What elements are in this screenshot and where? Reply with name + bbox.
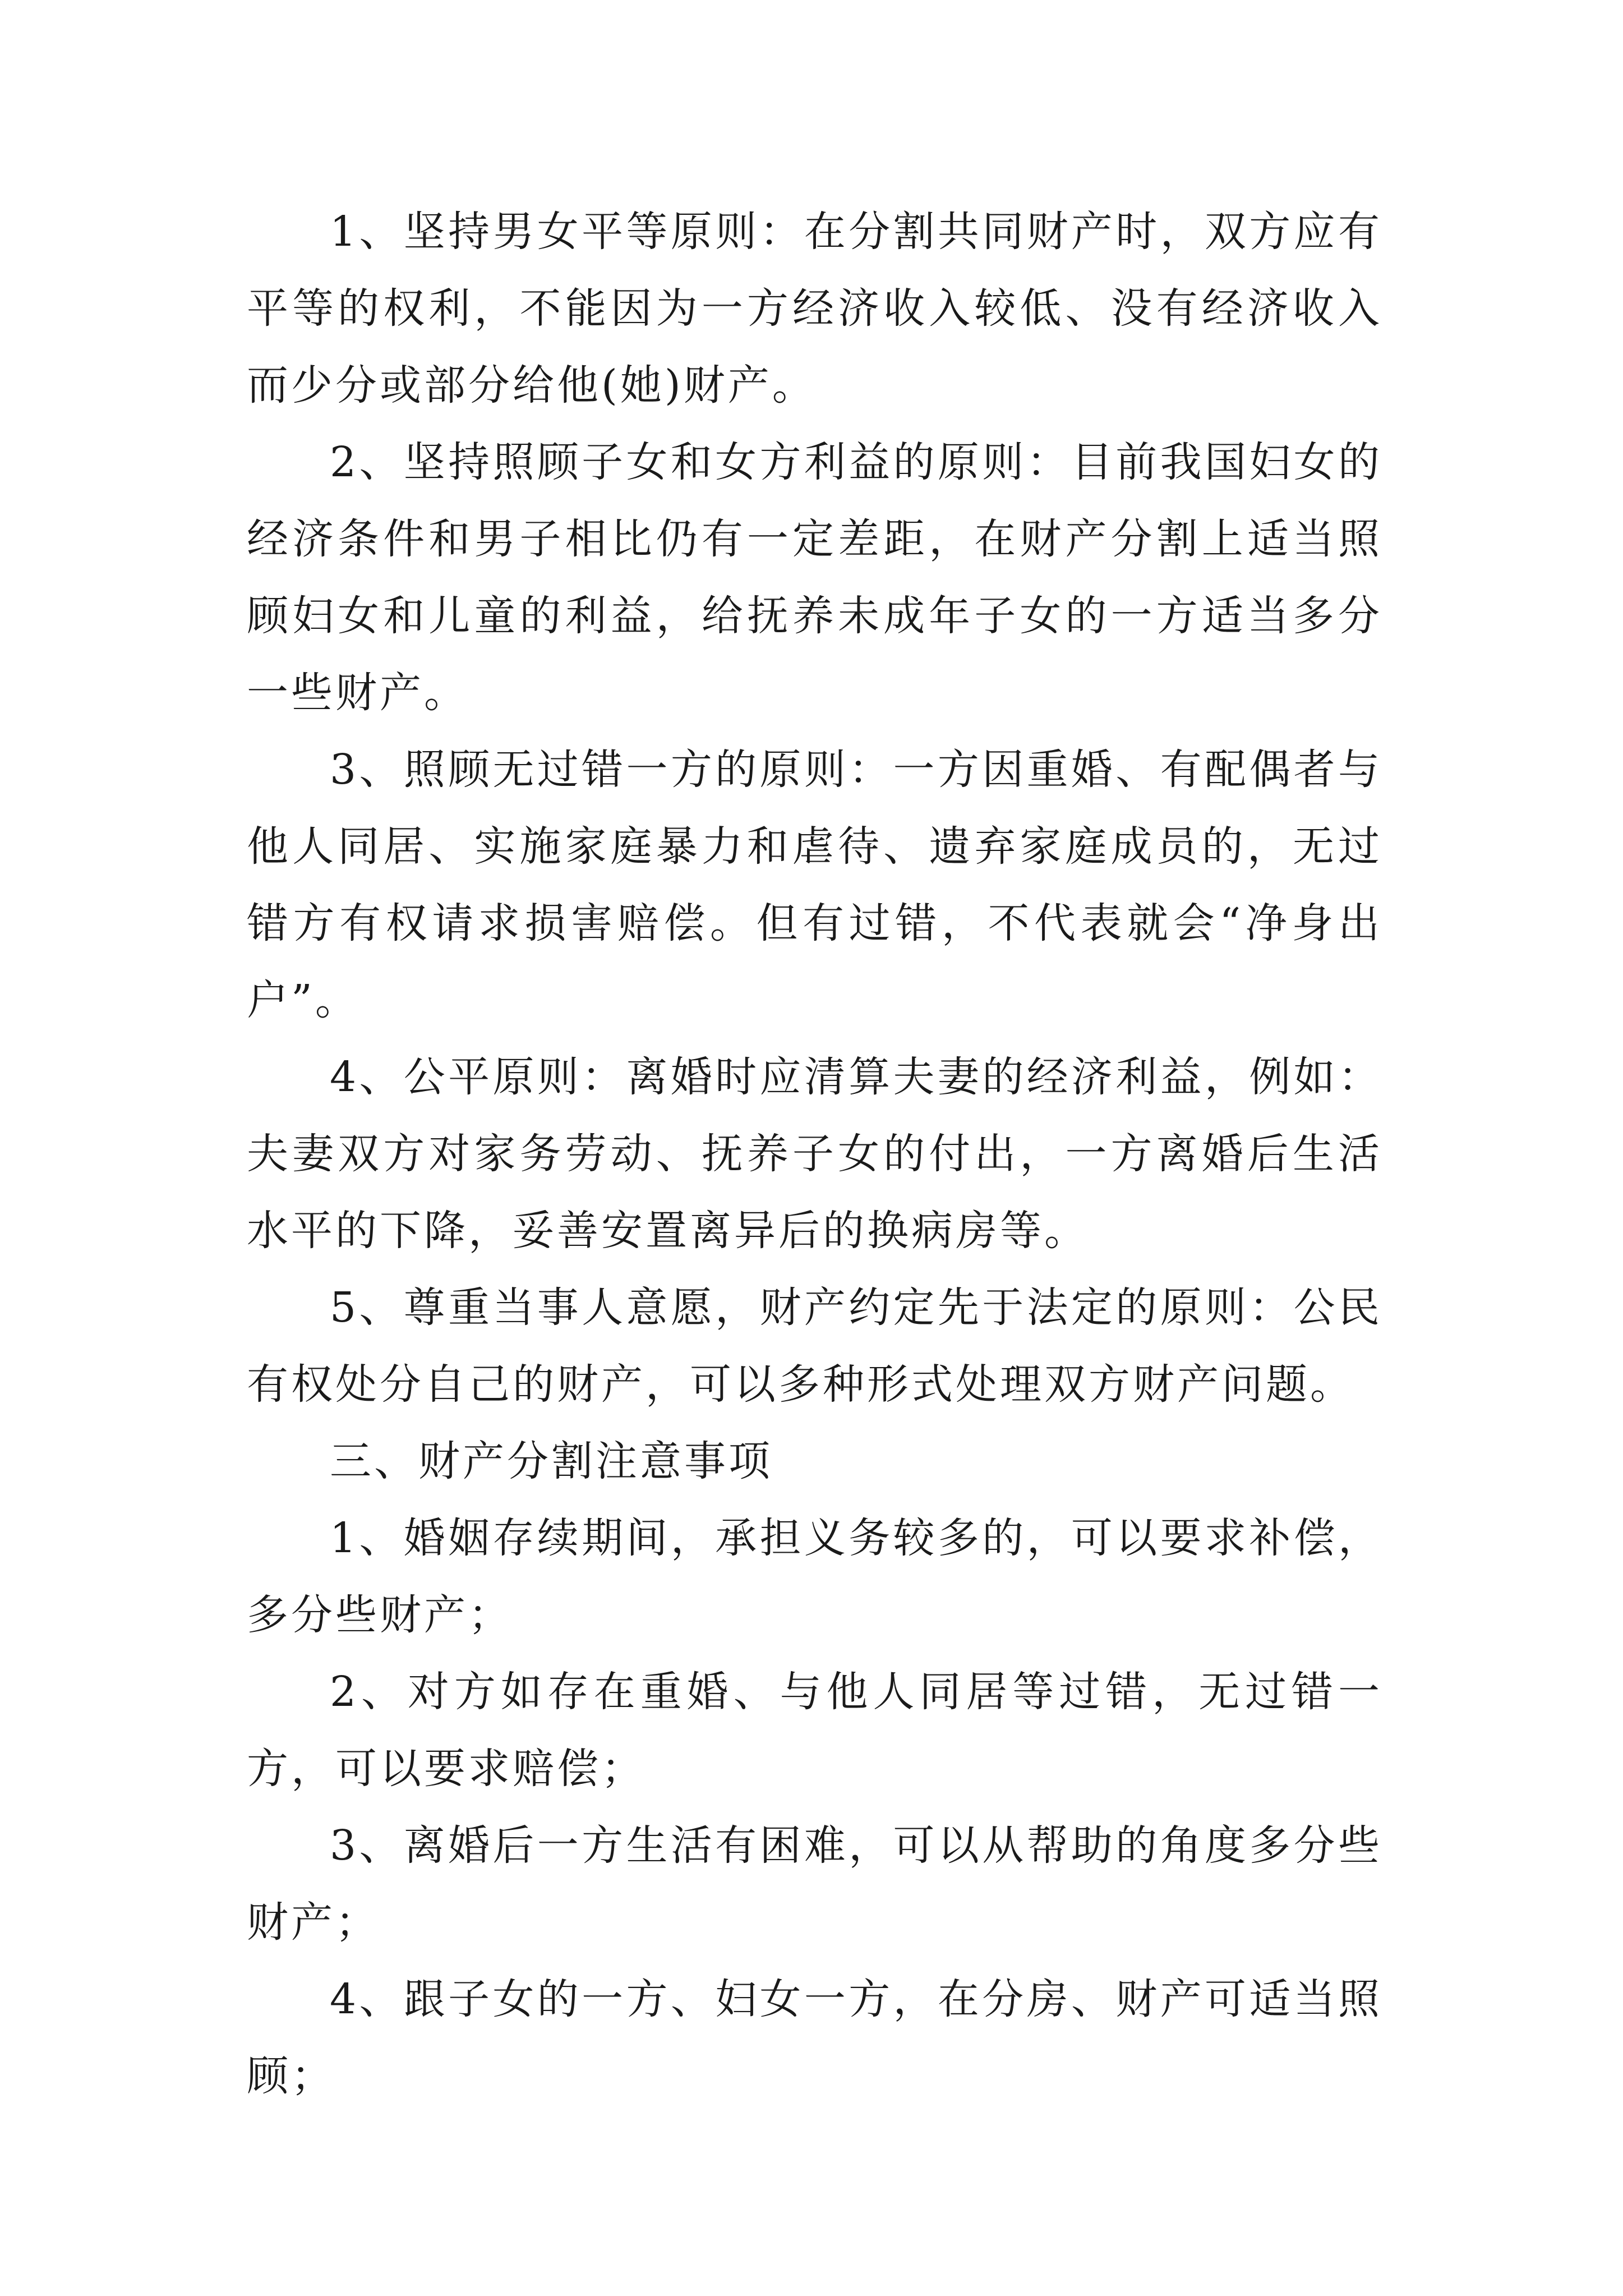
paragraph-note-damages: 2、对方如存在重婚、与他人同居等过错，无过错一方，可以要求赔偿；	[247, 1668, 1382, 1793]
paragraph-note-care: 4、跟子女的一方、妇女一方，在分房、财产可适当照顾；	[247, 1975, 1382, 2100]
document-body	[247, 194, 1382, 2115]
paragraph-principle-party-will: 5、尊重当事人意愿，财产约定先于法定的原则：公民有权处分自己的财产，可以多种形式处理双方财产问题。	[247, 1283, 1382, 1409]
paragraph-principle-fairness: 4、公平原则：离婚时应清算夫妻的经济利益，例如：夫妻双方对家务劳动、抚养子女的付出，一方离婚后生活水平的下降，妥善安置离异后的换病房等。	[247, 1053, 1382, 1255]
paragraph-principle-equality: 1、坚持男女平等原则：在分割共同财产时，双方应有平等的权利，不能因为一方经济收入较低、没有经济收入而少分或部分给他(她)财产。	[247, 208, 1382, 409]
section-heading-notes: 三、财产分割注意事项	[330, 1437, 773, 1485]
paragraph-principle-children-women: 2、坚持照顾子女和女方利益的原则：目前我国妇女的经济条件和男子相比仍有一定差距，在财产分割上适当照顾妇女和儿童的利益，给抚养未成年子女的一方适当多分一些财产。	[247, 438, 1382, 717]
paragraph-principle-no-fault: 3、照顾无过错一方的原则：一方因重婚、有配偶者与他人同居、实施家庭暴力和虐待、遗弃家庭成员的，无过错方有权请求损害赔偿。但有过错，不代表就会“净身出户”。	[247, 746, 1382, 1024]
paragraph-note-compensation: 1、婚姻存续期间，承担义务较多的，可以要求补偿，多分些财产；	[247, 1514, 1382, 1639]
paragraph-note-hardship: 3、离婚后一方生活有困难，可以从帮助的角度多分些财产；	[247, 1821, 1382, 1947]
